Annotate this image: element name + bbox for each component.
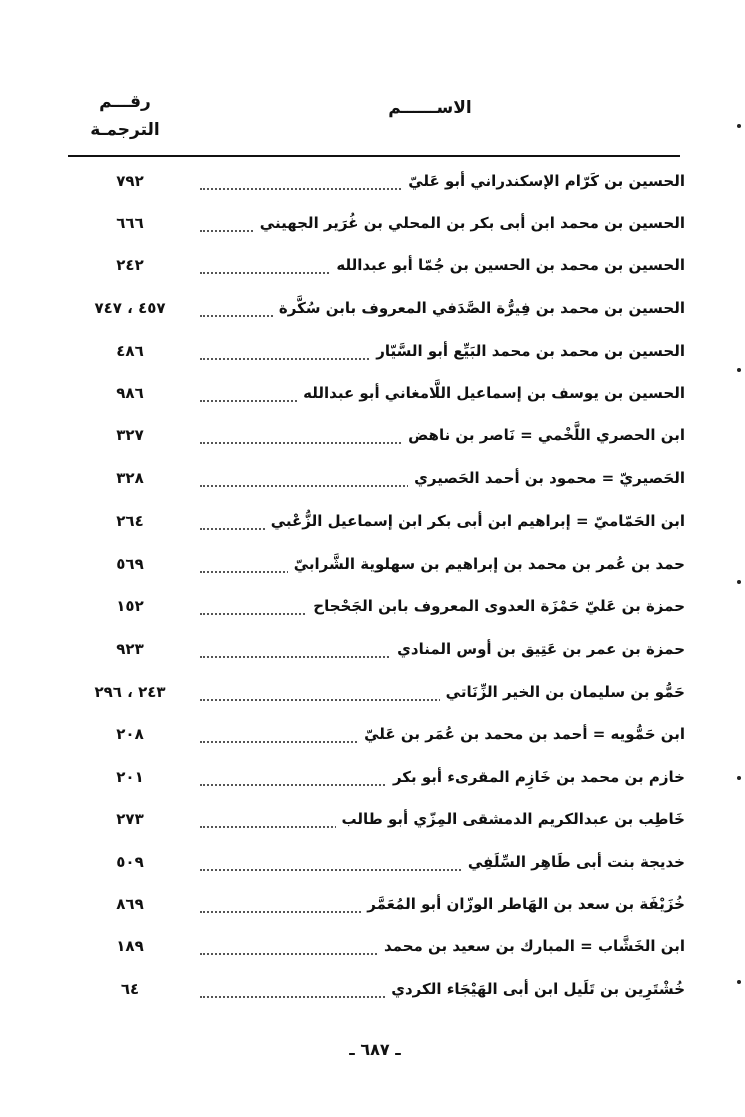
list-item <box>0 293 745 333</box>
entry-number: ٨٦٩ <box>116 895 144 913</box>
scan-speck <box>737 580 741 584</box>
entry-number: ٢٦٤ <box>116 512 144 530</box>
entry-number: ٤٥٧ ، ٧٤٧ <box>94 299 166 317</box>
entry-number: ٦٤ <box>120 980 140 998</box>
entry-name: ابن الخَشَّاب = المبارك بن سعيد بن محمد <box>378 937 685 955</box>
list-item <box>0 208 745 248</box>
list-item <box>0 931 745 971</box>
page-number: ـ ٦٨٧ ـ <box>349 1040 401 1059</box>
list-item <box>0 719 745 759</box>
entry-name: حمد بن عُمر بن محمد بن إبراهيم بن سهلوية الشَّرابيّ <box>288 555 685 573</box>
list-item <box>0 847 745 887</box>
list-item <box>0 463 745 503</box>
entry-name: ابن الحَمّاميّ = إبراهيم ابن أبى بكر ابن إسماعيل الزُّعْبي <box>265 512 685 530</box>
list-item <box>0 762 745 802</box>
entry-name: خُشْتَرِين بن تَلَيل ابن أبى الهَيْجَاء الكردي <box>385 980 685 998</box>
entry-name: خازم بن محمد بن خَازِم المقرىء أبو بكر <box>387 768 685 786</box>
entry-number: ٢٠٨ <box>116 725 144 743</box>
entry-name: الحسين بن يوسف بن إسماعيل اللَّامغاني أبو عبدالله <box>297 384 685 402</box>
entry-name: الحسين بن محمد بن فِيرُّة الصَّدَفي المعروف بابن سُكَّرة <box>273 299 685 317</box>
entry-number: ١٨٩ <box>116 937 144 955</box>
entry-number: ٣٢٨ <box>116 469 144 487</box>
list-item <box>0 336 745 376</box>
entry-name: الحسين بن كَرّام الإسكندراني أبو عَليّ <box>402 172 685 190</box>
list-item <box>0 889 745 929</box>
list-item <box>0 166 745 206</box>
entry-number: ٧٩٢ <box>116 172 144 190</box>
entry-number: ٢٤٣ ، ٢٩٦ <box>94 683 166 701</box>
header-divider <box>68 155 680 157</box>
scan-speck <box>737 124 741 128</box>
entry-name: حمزة بن عَليّ حَمْزَة العدوى المعروف بابن الجَحْجاح <box>307 597 685 615</box>
entry-name: حمزة بن عمر بن عَتِيق بن أوس المنادي <box>391 640 685 658</box>
entry-number: ١٥٢ <box>116 597 144 615</box>
list-item <box>0 250 745 290</box>
entry-name: ابن الحصري اللَّخْمي = نَاصر بن ناهض <box>402 426 685 444</box>
list-item <box>0 591 745 631</box>
entry-number: ٦٦٦ <box>116 214 144 232</box>
entry-name: حَمُّو بن سليمان بن الخير الزِّنَاتي <box>440 683 685 701</box>
entry-number: ٩٨٦ <box>116 384 144 402</box>
list-item <box>0 549 745 589</box>
list-item <box>0 804 745 844</box>
entry-name: خُزَيْفَة بن سعد بن الهَاطر الوزّان أبو المُعَمَّر <box>361 895 685 913</box>
entry-number: ٥٠٩ <box>116 853 144 871</box>
list-item <box>0 974 745 1014</box>
entry-name: خَاطِب بن عبدالكريم الدمشقى المِزّي أبو طالب <box>336 810 686 828</box>
list-item <box>0 634 745 674</box>
entry-number: ٢٤٢ <box>116 256 144 274</box>
list-item <box>0 677 745 717</box>
list-item <box>0 506 745 546</box>
header-number-line1: رقـــم <box>99 92 151 112</box>
entry-name: الحسين بن محمد ابن أبى بكر بن المحلي بن غُرَير الجهيني <box>254 214 685 232</box>
list-item <box>0 378 745 418</box>
entry-number: ٢٧٣ <box>116 810 144 828</box>
entry-number: ٩٢٣ <box>116 640 144 658</box>
entry-number: ٣٢٧ <box>116 426 144 444</box>
scan-speck <box>737 980 741 984</box>
header-name-column: الاســــــم <box>388 98 472 118</box>
header-number-column <box>60 88 190 144</box>
entry-name: خديجة بنت أبى طَاهِر السِّلَفِي <box>462 853 685 871</box>
scan-speck <box>737 776 741 780</box>
entry-name: الحَصيريّ = محمود بن أحمد الحَصيري <box>408 469 685 487</box>
entry-name: الحسين بن محمد بن الحسين بن جُمّا أبو عبدالله <box>330 256 685 274</box>
entry-number: ٥٦٩ <box>116 555 144 573</box>
entry-name: الحسين بن محمد بن محمد البَيِّع أبو السَّيّار <box>370 342 685 360</box>
scan-speck <box>737 368 741 372</box>
entry-number: ٢٠١ <box>116 768 144 786</box>
header-number-line2: الترجمـة <box>90 120 160 140</box>
list-item <box>0 420 745 460</box>
entry-number: ٤٨٦ <box>116 342 144 360</box>
entry-name: ابن حَمُّويه = أحمد بن محمد بن عُمَر بن عَليّ <box>358 725 685 743</box>
